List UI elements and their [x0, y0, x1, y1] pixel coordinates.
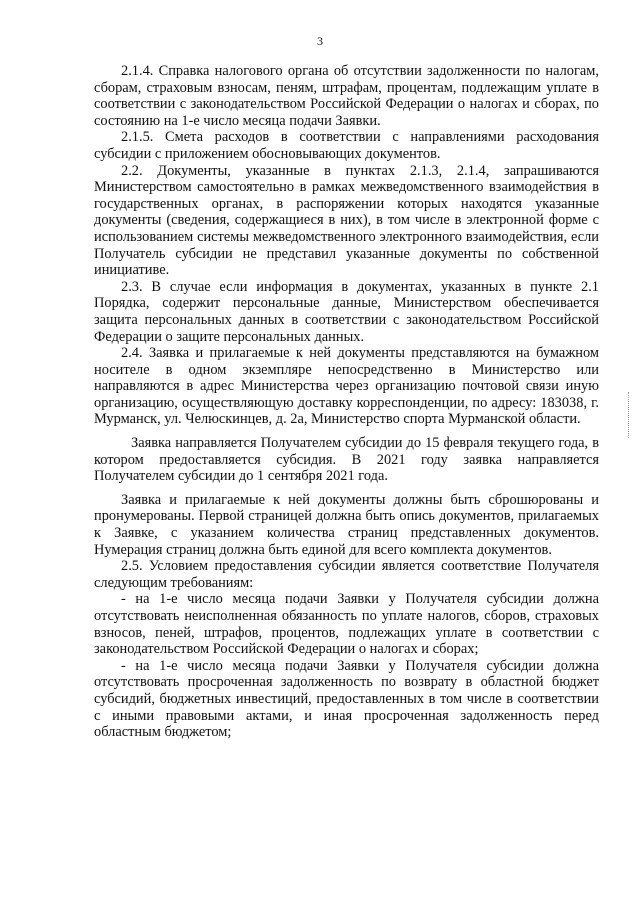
paragraph-2-1-4: 2.1.4. Справка налогового органа об отсутствии задолженности по налогам, сборам, страховым взносам, пеням, штрафам, процентам, подлежащим уплате в соответствии с законодательством Российской Федерации о налогах и сборах, по состоянию на 1-е число месяца подачи Заявки.: [94, 63, 599, 129]
list-item-budget-debt: - на 1-е число месяца подачи Заявки у Получателя субсидии должна отсутствовать просроченная задолженность по возврату в областной бюджет субсидий, бюджетных инвестиций, предоставленных в том числе в соответствии с иными правовыми актами, и иная просроченная задолженность перед областным бюджетом;: [94, 657, 599, 741]
page-number: 3: [317, 34, 323, 48]
paragraph-2-1-5: 2.1.5. Смета расходов в соответствии с направлениями расходования субсидии с приложением обосновывающих документов.: [94, 129, 599, 162]
paragraph-deadline: Заявка направляется Получателем субсидии до 15 февраля текущего года, в котором предоставляется субсидия. В 2021 году заявка направляется Получателем субсидии до 1 сентября 2021 года.: [94, 435, 599, 485]
scan-edge-mark: [628, 392, 631, 438]
paragraph-2-3: 2.3. В случае если информация в документах, указанных в пункте 2.1 Порядка, содержит персональные данные, Министерством обеспечивается защита персональных данных в соответствии с законодательством Российской Федерации о защите персональных данных.: [94, 278, 599, 345]
list-item-tax-obligation: - на 1-е число месяца подачи Заявки у Получателя субсидии должна отсутствовать неисполненная обязанность по уплате налогов, сборов, страховых взносов, пеней, штрафов, процентов, подлежащих уплате в соответствии с законодательством Российской Федерации о налогах и сборах;: [94, 591, 599, 658]
paragraph-2-5: 2.5. Условием предоставления субсидии является соответствие Получателя следующим требованиям:: [94, 558, 599, 591]
paragraph-2-4: 2.4. Заявка и прилагаемые к ней документы представляются на бумажном носителе в одном экземпляре непосредственно в Министерство или направляются в адрес Министерства через организацию почтовой связи иную организацию, осуществляющую доставку корреспонденции, по адресу: 183038, г. Мурманск, ул. Челюскинцев, д. 2а, Министерство спорта Мурманской области.: [94, 345, 599, 428]
document-body: [94, 63, 599, 741]
paragraph-2-2: 2.2. Документы, указанные в пунктах 2.1.3, 2.1.4, запрашиваются Министерством самостоятельно в рамках межведомственного взаимодействия в государственных органах, в распоряжении которых находятся указанные документы (сведения, содержащиеся в них), в том числе в электронной форме с использованием системы межведомственного электронного взаимодействия, если Получатель субсидии не представил указанные документы по собственной инициативе.: [94, 162, 599, 279]
paragraph-binding: Заявка и прилагаемые к ней документы должны быть сброшюрованы и пронумерованы. Первой страницей должна быть опись документов, прилагаемых к Заявке, с указанием количества страниц представленных документов. Нумерация страниц должна быть единой для всего комплекта документов.: [94, 491, 599, 558]
